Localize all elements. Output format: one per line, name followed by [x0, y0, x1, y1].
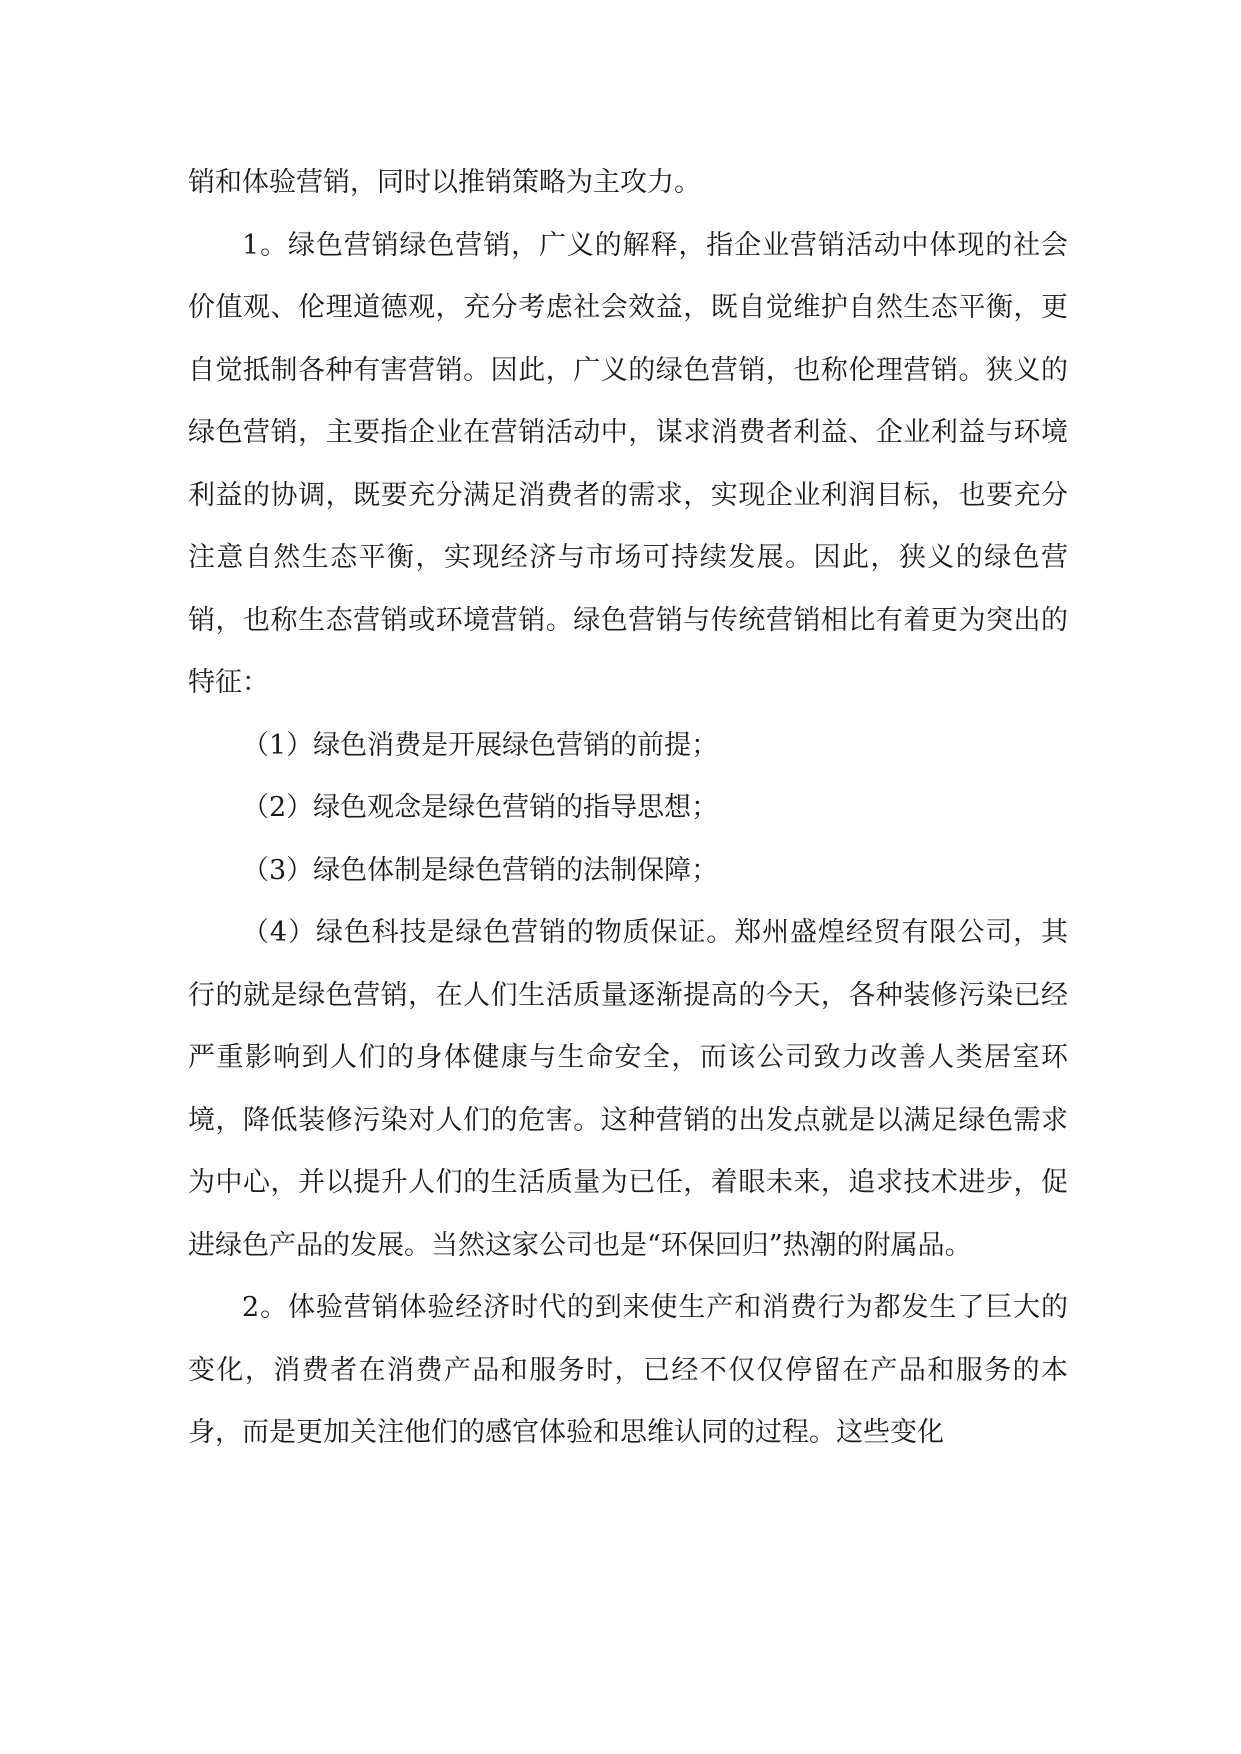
list-item-2: （2）绿色观念是绿色营销的指导思想；	[242, 792, 719, 823]
list-item-1: （1）绿色消费是开展绿色营销的前提；	[242, 729, 719, 761]
paragraph-experience-marketing: 2。体验营销体验经济时代的到来使生产和消费行为都发生了巨大的变化，消费者在消费产品和服务时，已经不仅仅停留在产品和服务的本身，而是更加关注他们的感官体验和思维认同的过程。这些变化	[188, 1292, 1068, 1448]
list-item-4: （4）绿色科技是绿色营销的物质保证。郑州盛煌经贸有限公司，其行的就是绿色营销，在人们生活质量逐渐提高的今天，各种装修污染已经严重影响到人们的身体健康与生命安全，而该公司致力改善人类居室环境，降低装修污染对人们的危害。这种营销的出发点就是以满足绿色需求为中心，并以提升人们的生活质量为已任，着眼未来，追求技术进步，促进绿色产品的发展。当然这家公司也是“环保回归”热潮的附属品。	[188, 917, 1068, 1261]
document-body	[188, 152, 1068, 1465]
paragraph-green-marketing: 1。绿色营销绿色营销，广义的解释，指企业营销活动中体现的社会价值观、伦理道德观，充分考虑社会效益，既自觉维护自然生态平衡，更自觉抵制各种有害营销。因此，广义的绿色营销，也称伦理营销。狭义的绿色营销，主要指企业在营销活动中，谋求消费者利益、企业利益与环境利益的协调，既要充分满足消费者的需求，实现企业利润目标，也要充分注意自然生态平衡，实现经济与市场可持续发展。因此，狭义的绿色营销，也称生态营销或环境营销。绿色营销与传统营销相比有着更为突出的特征：	[188, 229, 1068, 698]
list-item-3: （3）绿色体制是绿色营销的法制保障；	[242, 854, 719, 886]
paragraph-continuation: 销和体验营销，同时以推销策略为主攻力。	[188, 167, 701, 198]
